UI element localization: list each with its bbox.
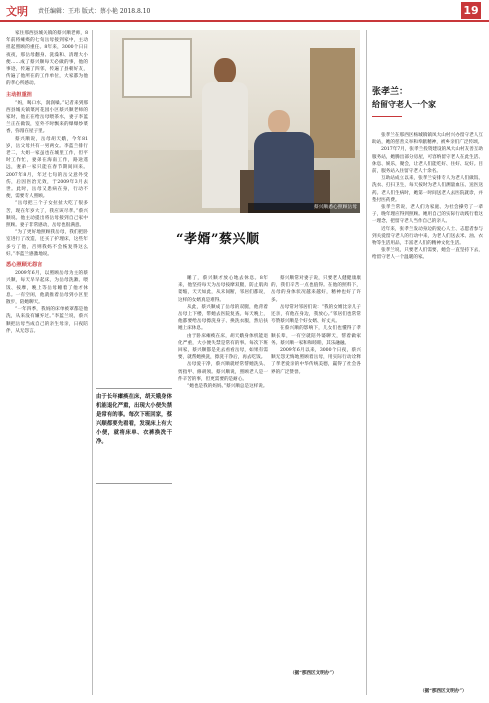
paragraph: 岳母常对邻居们说：“我的女婿比亲儿子还亲，有他在身边，我放心。”邻居们也常常夸赞蔡兴顺是个好女婿、好丈夫。 (271, 304, 361, 325)
photo-caption: 蔡兴顺悉心照顾岳母 (248, 203, 360, 213)
paragraph: 互助站成立以来，张孝兰安排专人为老人们做饭、洗衣、打扫卫生，每天按时为老人们测量血压、送医送药。老人们生病时，她第一时间送老人去医院就诊，并垫付医药费。 (372, 176, 483, 203)
paragraph: 岳母爱干净，蔡兴顺就经常帮她洗头、剪指甲、修胡须。蔡兴顺说，照顾老人是一件辛苦的事，但更需要的是耐心。 (178, 362, 268, 382)
section-title: 文明 (6, 5, 28, 18)
paragraph: 从此，蔡兴顺成了岳母的双腿，他背着岳母上下楼，带她去医院复查。每天晚上，他都要给岳母擦洗身子、换洗衣服，然后扶她上床休息。 (178, 304, 268, 332)
right-article-heading (372, 84, 483, 117)
photo-elderly-woman (250, 110, 320, 210)
paragraph: 睡了，蔡兴顺才放心地去休息。8年来，他坚持每天为岳母按摩双腿，防止肌肉萎缩，天天如此，从未间断，邻居们都说，这样的女婿真是难得。 (178, 276, 268, 303)
paragraph: “她也是我的妈妈。”蔡兴顺总是这样说。 (187, 384, 268, 390)
paragraph: 张孝兰常说，老人们为家庭、为社会操劳了一辈子，晚年理应得到照顾。她用自己的实际行动践行着这一理念，把留守老人当作自己的亲人。 (372, 205, 483, 225)
main-article-title: “孝婿”蔡兴顺 (176, 232, 260, 247)
title-rule (372, 116, 402, 117)
paragraph: 由于卧床瘫痪在床，胡天娥身体机能退化严重，大小便失禁是常有的事。每次下班回家，蔡兴顺都是先去看看岳母，如果有需要，就帮她换洗，擦洗干净后，再去吃饭。 (178, 333, 268, 361)
page-header (0, 0, 489, 22)
paragraph: 蔡兴顺常对妻子说，只要老人健健康康的，我们辛苦一点也值得。在他的照料下，岳母的身体状况越来越好，精神也好了许多。 (271, 276, 361, 303)
right-article-body (372, 132, 483, 692)
pull-quote-text: 由于长年瘫痪在床，胡天娥身体机能退化严重，出现大小便失禁是常有的事。每次下班回家，蔡兴顺都要先看看，发现床上有大小便，就将床单、衣裤换洗干净。 (96, 394, 172, 445)
right-article-title-line2: 给留守老人一个家 (372, 99, 436, 109)
paragraph: “为了更好地照顾我岳母，我们把卧室进行了改造，还买了护理床，这些年多亏了他，否则我妈不会恢复得这么好。”李蓝兰感激地说。 (6, 230, 88, 257)
article-photo (110, 30, 360, 213)
paragraph: “一年四季，我妈的床单被罩都是他洗，从来没有嫌弃过。”李蓝兰说，蔡兴顺把岳母当成自己的亲生母亲，日夜陪伴，从无怨言。 (6, 307, 88, 334)
section-heading: 悉心照顾无怨言 (6, 262, 43, 269)
paragraph: 张孝兰在那西区杨城镇镇凤大山村兴办留守老人互助站，她的慈善义举和奉献精神，被乡亲们广泛传颂。 (372, 133, 483, 146)
paragraph: 家住那西县城关镇的蔡兴顺老师，8年前将瘫痪的七旬岳母接到家中，主动担起照顾的重任。8年来，3000个日日夜夜，那岳母翻身、洗澡和、清理大小便……成了蔡兴顺每天必做的事，他的事迹，传遍了四邻，传遍了县朝好友，传遍了他所在的工作单位，大家都为他的孝心所感动。 (6, 31, 88, 87)
right-article-title-line1: 张孝兰： (372, 87, 409, 97)
paragraph: 近年来，张孝兰发动身边的爱心人士、志愿者参与到关爱留守老人的行动中来，为老人们送去米、油、衣物等生活用品，丰富老人们的精神文化生活。 (372, 226, 483, 247)
main-article-credit: （据“那西区文明办”） (290, 671, 337, 676)
editor-meta: 责任编辑：王玮 版式：蔡小艳 2018.8.10 (38, 8, 151, 15)
paragraph: 蔡兴顺说，岳母胡天娥，今年81岁，岳父母共有一男两女。李蓝兰排行老二，大姐一家虽也在城里工作，但平时工作忙，妻弟在海南工作，路途遥远，妻弟一家只能在春节期间回来。2007年8月，年过七旬的岳父意外受伤，后因医治无效，于2009年3月去世。此时，岳母又患病在身，行动不便，需要专人照顾。 (6, 136, 88, 200)
paragraph: 2009年6月以来，3000个日夜，蔡兴顺无怨无悔地照顾着岳母，用实际行动诠释了孝老爱亲的中华传统美德，赢得了社会各界的广泛赞誉。 (271, 348, 361, 375)
section-heading: 主动担重担 (6, 91, 32, 98)
main-article-col2 (178, 275, 268, 695)
paragraph: 2017年7月，张孝兰投资建设的凤大山村友善互助服务站，她腾出部分房屋，可容纳留守老人在此生活、休息、娱乐，聚会，让老人们能吃好、住好、玩好。目前，服务站入住留守老人十余名。 (372, 147, 483, 175)
right-article-credit: （据“那西区文明办”） (420, 689, 467, 694)
paragraph: “岳母把三个子女拉扯大吃了很多苦，现在年岁大了，我应该尽孝。”蔡兴顺说。他主动提出将岳母接到自己家中照顾。妻子非常感动，岳母也很满意。 (6, 201, 88, 229)
page-number: 19 (461, 2, 481, 19)
paragraph: 2009年6月，以照顾岳母为主的蔡兴顺，每天早早起床，为岳母洗漱、喂饭、按摩，晚上等岳母睡着了他才休息。一有空闲，他就推着岳母到小区里散步，陪她聊天。 (6, 271, 88, 305)
pull-quote (96, 388, 172, 484)
paragraph: “妈，喝口水，润润嗓。”记者来到那西县城关镇菜河花园小区蔡兴顺老师的家时，他正在给岳母喂茶水，妻子李蓝兰正在做饭，室外不时飘来的爆爆炒菜香，弥漫在屋子里。 (6, 100, 88, 135)
column-divider (92, 30, 93, 695)
main-article-col1 (6, 30, 88, 695)
main-article-col3 (271, 275, 361, 655)
paragraph: 在蔡兴顺的影响下，儿女们也懂得了孝顺长辈，一有空就陪外婆聊天，帮着做家务。蔡兴顺一家和和睦睦，其乐融融。 (271, 326, 361, 346)
paragraph: 张孝兰说，只要老人们需要，她会一直坚持下去，给留守老人一个温暖的家。 (372, 248, 483, 261)
column-divider (366, 30, 367, 695)
photo-window (122, 38, 192, 98)
